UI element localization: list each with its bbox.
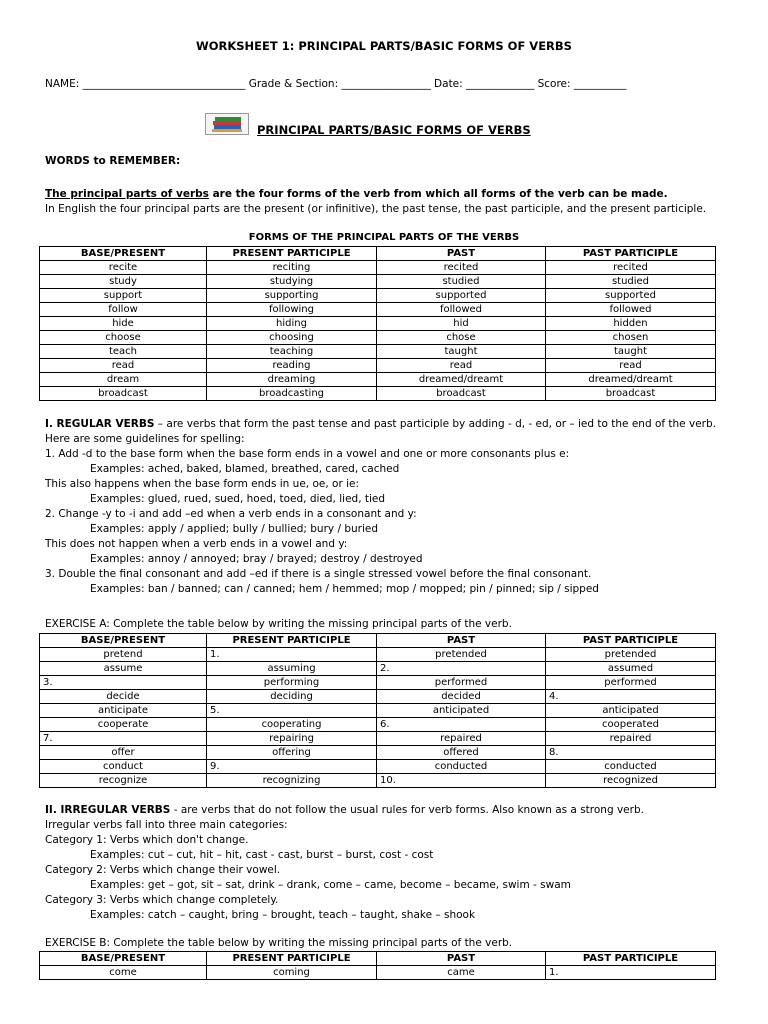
exercise-b-instruction: EXERCISE B: Complete the table below by writing the missing principal parts of the verb. [45, 937, 513, 949]
forms-table [39, 246, 716, 401]
exercise-a-header [40, 634, 716, 648]
column-header: PAST [377, 634, 546, 648]
table-row [40, 676, 716, 690]
regular-verbs-lines [45, 432, 735, 597]
column-header: BASE/PRESENT [40, 247, 207, 261]
table-cell: supported [377, 289, 546, 303]
text-line: Examples: catch – caught, bring – brought, teach – taught, shake – shook [90, 909, 476, 921]
exercise-b-header [40, 952, 716, 966]
answer-blank-cell[interactable]: 7. [40, 732, 207, 746]
table-row [40, 966, 716, 980]
table-cell: offering [207, 746, 377, 760]
text-line: 3. Double the final consonant and add –ed if there is a single stressed vowel before the final consonant. [45, 568, 592, 580]
answer-blank-cell[interactable]: 4. [546, 690, 716, 704]
table-cell: followed [377, 303, 546, 317]
exercise-b-body [40, 966, 716, 980]
irregular-verbs-lines [45, 818, 735, 923]
table-cell: anticipate [40, 704, 207, 718]
table-cell: offer [40, 746, 207, 760]
text-line: Irregular verbs fall into three main categories: [45, 819, 288, 831]
table-cell: recited [377, 261, 546, 275]
table-cell: reading [207, 359, 377, 373]
table-cell: teaching [207, 345, 377, 359]
table-row [40, 373, 716, 387]
answer-blank-cell[interactable]: 3. [40, 676, 207, 690]
table-cell: pretended [377, 648, 546, 662]
table-cell: recognize [40, 774, 207, 788]
student-info-line: NAME: _______________________________ Grade & Section: _________________ Date: _____________ Score: __________ [45, 78, 627, 90]
table-cell: pretend [40, 648, 207, 662]
table-cell: studying [207, 275, 377, 289]
table-cell: taught [546, 345, 716, 359]
table-row [40, 662, 716, 676]
text-line: This also happens when the base form ends in ue, oe, or ie: [45, 478, 360, 490]
column-header: PRESENT PARTICIPLE [207, 952, 377, 966]
books-icon [205, 113, 249, 135]
table-cell: hidden [546, 317, 716, 331]
table-cell: assume [40, 662, 207, 676]
table-row [40, 331, 716, 345]
text-line: Here are some guidelines for spelling: [45, 433, 245, 445]
table-cell: repaired [546, 732, 716, 746]
column-header: PRESENT PARTICIPLE [207, 247, 377, 261]
table-cell: performed [377, 676, 546, 690]
irregular-verbs-section [45, 803, 735, 923]
exercise-a-body [40, 648, 716, 788]
exercise-b-table [39, 951, 716, 980]
table-cell: recognized [546, 774, 716, 788]
table-cell: read [546, 359, 716, 373]
regular-verbs-section [45, 417, 735, 597]
answer-blank-cell[interactable]: 1. [207, 648, 377, 662]
table-row [40, 760, 716, 774]
text-line: 2. Change -y to -i and add –ed when a verb ends in a consonant and y: [45, 508, 417, 520]
table-cell: follow [40, 303, 207, 317]
table-cell: conducted [546, 760, 716, 774]
table-cell: deciding [207, 690, 377, 704]
table-cell: dreamed/dreamt [546, 373, 716, 387]
table-cell: choosing [207, 331, 377, 345]
table-row [40, 746, 716, 760]
table-row [40, 303, 716, 317]
text-line: Examples: cut – cut, hit – hit, cast - cast, burst – burst, cost - cost [90, 849, 434, 861]
table-cell: come [40, 966, 207, 980]
answer-blank-cell[interactable]: 5. [207, 704, 377, 718]
text-line: Category 1: Verbs which don't change. [45, 834, 249, 846]
table-row [40, 648, 716, 662]
table-cell: chose [377, 331, 546, 345]
intro-line2: In English the four principal parts are the present (or infinitive), the past tense, the past participle, and the present participle. [45, 203, 707, 215]
answer-blank-cell[interactable]: 10. [377, 774, 546, 788]
table-cell: taught [377, 345, 546, 359]
table-cell: repairing [207, 732, 377, 746]
text-line: Examples: annoy / annoyed; bray / brayed; destroy / destroyed [90, 553, 423, 565]
text-line: Examples: glued, rued, sued, hoed, toed, died, lied, tied [90, 493, 386, 505]
section-heading: PRINCIPAL PARTS/BASIC FORMS OF VERBS [257, 123, 531, 137]
table-cell: performing [207, 676, 377, 690]
column-header: PAST [377, 247, 546, 261]
table-cell: dreamed/dreamt [377, 373, 546, 387]
table-row [40, 732, 716, 746]
text-line: Examples: apply / applied; bully / bullied; bury / buried [90, 523, 379, 535]
table-cell: dreaming [207, 373, 377, 387]
irregular-verbs-label: II. IRREGULAR VERBS [45, 804, 171, 816]
table-row [40, 359, 716, 373]
column-header: BASE/PRESENT [40, 634, 207, 648]
column-header: PAST PARTICIPLE [546, 952, 716, 966]
table-row [40, 261, 716, 275]
table-row [40, 718, 716, 732]
table-cell: broadcast [40, 387, 207, 401]
text-line: 1. Add -d to the base form when the base form ends in a vowel and one or more consonants plus e: [45, 448, 570, 460]
table-cell: offered [377, 746, 546, 760]
table-cell: decide [40, 690, 207, 704]
text-line: This does not happen when a verb ends in a vowel and y: [45, 538, 348, 550]
answer-blank-cell[interactable]: 8. [546, 746, 716, 760]
table-cell: studied [377, 275, 546, 289]
table-cell: hide [40, 317, 207, 331]
table-row [40, 345, 716, 359]
table-cell: assuming [207, 662, 377, 676]
table-cell: read [377, 359, 546, 373]
table-row [40, 690, 716, 704]
table-cell: anticipated [377, 704, 546, 718]
table-cell: coming [207, 966, 377, 980]
table-cell: hid [377, 317, 546, 331]
table-row [40, 289, 716, 303]
table-cell: anticipated [546, 704, 716, 718]
table-cell: pretended [546, 648, 716, 662]
text-line: Category 3: Verbs which change completely. [45, 894, 279, 906]
table-cell: following [207, 303, 377, 317]
table-cell: broadcasting [207, 387, 377, 401]
table-cell: supporting [207, 289, 377, 303]
table-row [40, 704, 716, 718]
table-cell: recite [40, 261, 207, 275]
intro-rest: are the four forms of the verb from which all forms of the verb can be made. [208, 188, 668, 200]
words-to-remember: WORDS to REMEMBER: [45, 155, 181, 167]
worksheet-title: WORKSHEET 1: PRINCIPAL PARTS/BASIC FORMS OF VERBS [196, 39, 572, 53]
column-header: BASE/PRESENT [40, 952, 207, 966]
column-header: PAST PARTICIPLE [546, 634, 716, 648]
text-line: Examples: ban / banned; can / canned; hem / hemmed; mop / mopped; pin / pinned; sip / sipped [90, 583, 599, 595]
table-cell: choose [40, 331, 207, 345]
table-row [40, 387, 716, 401]
exercise-a-instruction: EXERCISE A: Complete the table below by writing the missing principal parts of the verb. [45, 618, 512, 630]
table-cell: cooperating [207, 718, 377, 732]
table-cell: followed [546, 303, 716, 317]
table-cell: assumed [546, 662, 716, 676]
table-cell: chosen [546, 331, 716, 345]
table-cell: performed [546, 676, 716, 690]
column-header: PAST PARTICIPLE [546, 247, 716, 261]
exercise-a-table [39, 633, 716, 788]
answer-blank-cell[interactable]: 9. [207, 760, 377, 774]
table-row [40, 317, 716, 331]
forms-table-header [40, 247, 716, 261]
table-cell: repaired [377, 732, 546, 746]
table-cell: cooperate [40, 718, 207, 732]
text-line: Examples: get – got, sit – sat, drink – drank, come – came, become – became, swim - swam [90, 879, 571, 891]
column-header: PRESENT PARTICIPLE [207, 634, 377, 648]
intro-term: The principal parts of verbs [45, 188, 209, 200]
table-cell: teach [40, 345, 207, 359]
table-cell: support [40, 289, 207, 303]
forms-table-body [40, 261, 716, 401]
text-line: Examples: ached, baked, blamed, breathed, cared, cached [90, 463, 400, 475]
table-cell: came [377, 966, 546, 980]
answer-blank-cell[interactable]: 1. [546, 966, 716, 980]
table-cell: conduct [40, 760, 207, 774]
table-cell: decided [377, 690, 546, 704]
table-cell: supported [546, 289, 716, 303]
table-cell: conducted [377, 760, 546, 774]
table-cell: recognizing [207, 774, 377, 788]
table-cell: cooperated [546, 718, 716, 732]
table-row [40, 774, 716, 788]
forms-table-caption: FORMS OF THE PRINCIPAL PARTS OF THE VERBS [248, 232, 520, 243]
table-cell: reciting [207, 261, 377, 275]
answer-blank-cell[interactable]: 2. [377, 662, 546, 676]
table-cell: study [40, 275, 207, 289]
regular-verbs-definition: – are verbs that form the past tense and past participle by adding - d, - ed, or – ied to the end of the verb. [154, 418, 716, 430]
table-row [40, 275, 716, 289]
irregular-verbs-definition: - are verbs that do not follow the usual rules for verb forms. Also known as a strong verb. [170, 804, 644, 816]
text-line: Category 2: Verbs which change their vowel. [45, 864, 281, 876]
table-cell: studied [546, 275, 716, 289]
regular-verbs-label: I. REGULAR VERBS [45, 418, 155, 430]
table-cell: broadcast [377, 387, 546, 401]
table-cell: read [40, 359, 207, 373]
column-header: PAST [377, 952, 546, 966]
table-cell: hiding [207, 317, 377, 331]
table-cell: broadcast [546, 387, 716, 401]
answer-blank-cell[interactable]: 6. [377, 718, 546, 732]
table-cell: recited [546, 261, 716, 275]
intro-paragraph [45, 187, 725, 217]
table-cell: dream [40, 373, 207, 387]
